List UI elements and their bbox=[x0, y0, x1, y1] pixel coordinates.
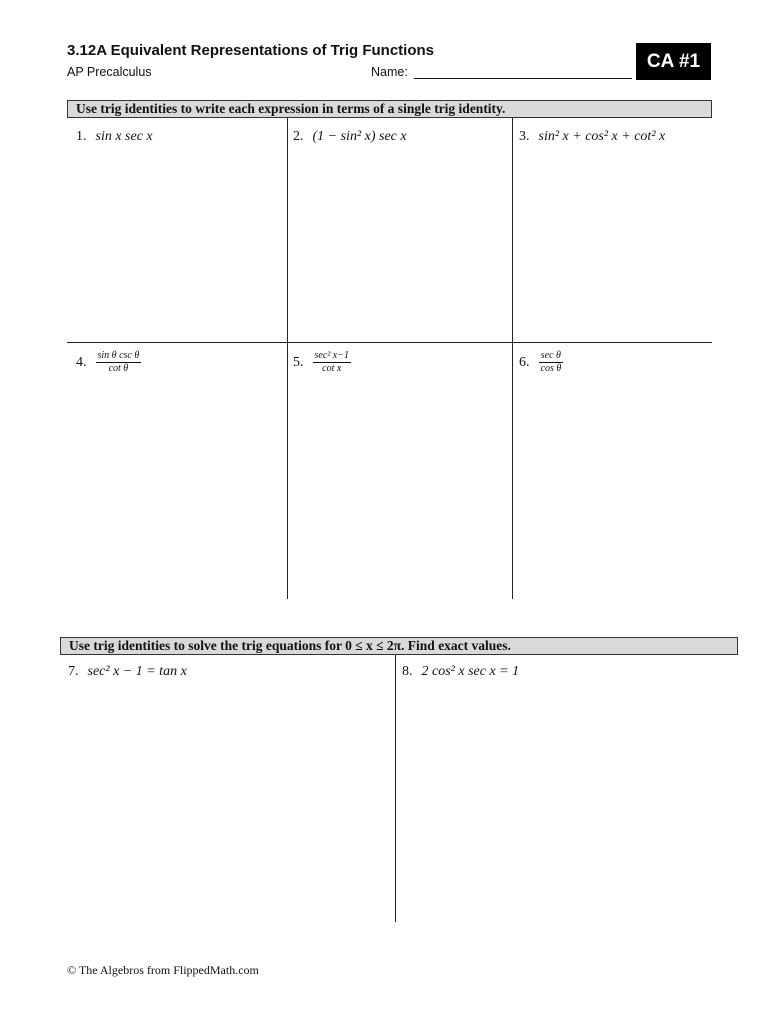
problem-1 bbox=[76, 129, 153, 145]
problem-fraction bbox=[539, 350, 564, 375]
copyright-footer: © The Algebros from FlippedMath.com bbox=[67, 963, 259, 977]
problem-number: 3. bbox=[519, 129, 530, 144]
fraction-numerator: sec² x−1 bbox=[314, 350, 349, 361]
grid-divider bbox=[67, 342, 712, 343]
problem-expression: sin² x + cos² x + cot² x bbox=[538, 129, 666, 144]
problem-fraction bbox=[313, 350, 351, 375]
problem-number: 8. bbox=[402, 664, 413, 679]
problem-6 bbox=[519, 350, 563, 375]
fraction-numerator: sin θ csc θ bbox=[97, 350, 140, 361]
problem-number: 7. bbox=[68, 664, 79, 679]
fraction-numerator: sec θ bbox=[540, 350, 561, 361]
worksheet-title: 3.12A Equivalent Representations of Trig Functions bbox=[67, 42, 435, 59]
problem-number: 1. bbox=[76, 129, 87, 144]
problem-8 bbox=[402, 664, 519, 680]
name-label: Name: bbox=[371, 65, 408, 79]
fraction-denominator: cos θ bbox=[540, 363, 562, 374]
problem-expression: sin x sec x bbox=[95, 129, 153, 144]
problem-number: 6. bbox=[519, 354, 530, 370]
problem-2 bbox=[293, 129, 407, 145]
section2-instruction: Use trig identities to solve the trig equations for 0 ≤ x ≤ 2π. Find exact values. bbox=[60, 637, 738, 655]
fraction-denominator: cot θ bbox=[108, 363, 129, 374]
problem-5 bbox=[293, 350, 351, 375]
problem-number: 2. bbox=[293, 129, 304, 144]
problem-expression: 2 cos² x sec x = 1 bbox=[421, 664, 520, 679]
problem-fraction bbox=[96, 350, 142, 375]
problem-number: 4. bbox=[76, 354, 87, 370]
problem-3 bbox=[519, 129, 665, 145]
grid-divider bbox=[512, 118, 513, 599]
assignment-badge: CA #1 bbox=[636, 43, 711, 80]
problem-expression: (1 − sin² x) sec x bbox=[312, 129, 407, 144]
course-name: AP Precalculus bbox=[67, 65, 152, 79]
problem-expression: sec² x − 1 = tan x bbox=[87, 664, 187, 679]
section1-instruction: Use trig identities to write each expression in terms of a single trig identity. bbox=[67, 100, 712, 118]
problem-number: 5. bbox=[293, 354, 304, 370]
grid-divider bbox=[287, 118, 288, 599]
name-field[interactable] bbox=[414, 78, 632, 79]
fraction-denominator: cot x bbox=[322, 363, 342, 374]
problem-7 bbox=[68, 664, 187, 680]
grid-divider bbox=[395, 655, 396, 922]
problem-4 bbox=[76, 350, 141, 375]
